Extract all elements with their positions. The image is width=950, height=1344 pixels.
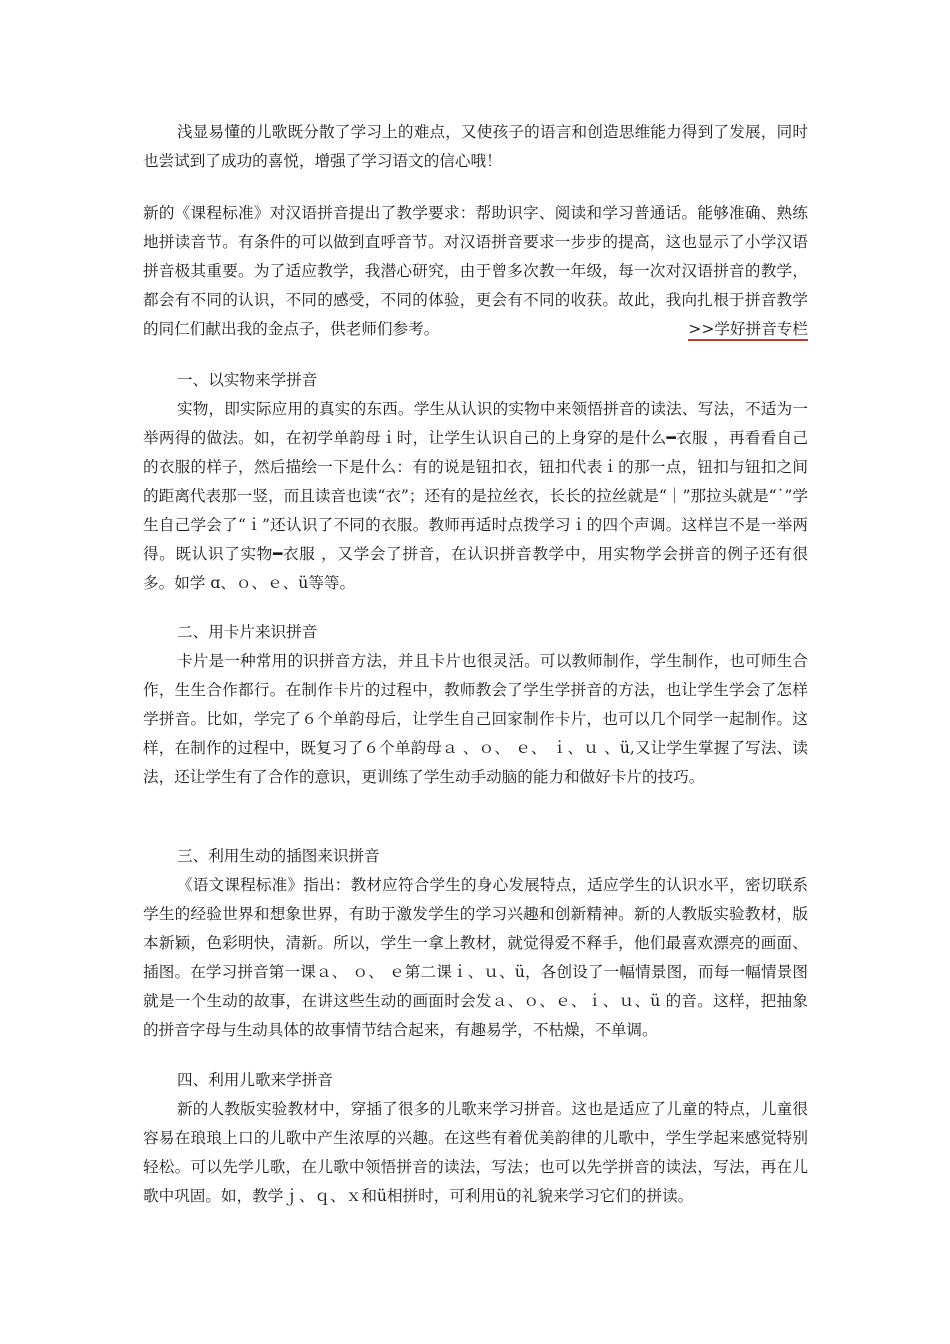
intro-paragraph-1: 浅显易懂的儿歌既分散了学习上的难点，又使孩子的语言和创造思维能力得到了发展，同时也尝试到了成功的喜悦，增强了学习语文的信心哦！ — [143, 123, 808, 170]
link-container — [688, 315, 808, 344]
section-4-body: 新的人教版实验教材中，穿插了很多的儿歌来学习拼音。这也是适应了儿童的特点，儿童很容易在琅琅上口的儿歌中产生浓厚的兴趣。在这些有着优美韵律的儿歌中，学生学起来感觉特别轻松。可以先学儿歌，在儿歌中领悟拼音的读法，写法；也可以先学拼音的读法，写法，再在儿歌中巩固。如，教学ｊ、ｑ、ｘ和ü相拼时，可利用ü的礼貌来学习它们的拼读。 — [143, 1100, 808, 1205]
section-3-body: 《语文课程标准》指出：教材应符合学生的身心发展特点，适应学生的认识水平，密切联系学生的经验世界和想象世界，有助于激发学生的学习兴趣和创新精神。新的人教版实验教材，版本新颖，色彩明快，清新。所以，学生一拿上教材，就觉得爱不释手，他们最喜欢漂亮的画面、插图。在学习拼音第一课ａ、 ｏ、 ｅ第二课ｉ、ｕ、ü，各创设了一幅情景图，而每一幅情景图就是一个生动的故事，在讲这些生动的画面时会发ａ、ｏ、ｅ、ｉ、ｕ、ü 的音。这样，把抽象的拼音字母与生动具体的故事情节结合起来，有趣易学，不枯燥，不单调。 — [143, 876, 808, 1039]
section-1-body: 实物，即实际应用的真实的东西。学生从认识的实物中来领悟拼音的读法、写法，不适为一举两得的做法。如，在初学单韵母ｉ时，让学生认识自己的上身穿的是什么━衣服 ，再看看自己的衣服的样子，然后描绘一下是什么：有的说是钮扣衣，钮扣代表ｉ的那一点，钮扣与钮扣之间的距离代表那一竖，而且读音也读“衣”；还有的是拉丝衣，长长的拉丝就是“｜”那拉头就是“˙”学生自己学会了“ｉ”还认识了不同的衣服。教师再适时点拨学习ｉ的四个声调。这样岂不是一举两得。既认识了实物━衣服 ，又学会了拼音，在认识拼音教学中，用实物学会拼音的例子还有很多。如学 ɑ、ｏ、ｅ、ü等等。 — [143, 400, 808, 592]
pinyin-column-link[interactable]: >>学好拼音专栏 — [688, 320, 808, 341]
section-1-heading: 一、以实物来学拼音 — [177, 371, 318, 389]
section-2-body: 卡片是一种常用的识拼音方法，并且卡片也很灵活。可以教师制作，学生制作，也可师生合作，生生合作都行。在制作卡片的过程中，教师教会了学生学拼音的方法，也让学生学会了怎样学拼音。比如，学完了６个单韵母后，让学生自己回家制作卡片，也可以几个同学一起制作。这样，在制作的过程中，既复习了６个单韵母ａ 、ｏ、 ｅ、 ｉ、ｕ 、ü,又让学生掌握了写法、读法，还让学生有了合作的意识，更训练了学生动手动脑的能力和做好卡片的技巧。 — [143, 652, 808, 786]
section-4-heading: 四、利用儿歌来学拼音 — [177, 1071, 333, 1089]
intro-paragraph-2: 新的《课程标准》对汉语拼音提出了教学要求：帮助识字、阅读和学习普通话。能够准确、熟练地拼读音节。有条件的可以做到直呼音节。对汉语拼音要求一步步的提高，这也显示了小学汉语拼音极其重要。为了适应教学，我潜心研究，由于曾多次教一年级，每一次对汉语拼音的教学，都会有不同的认识，不同的感受，不同的体验，更会有不同的收获。故此，我向扎根于拼音教学的同仁们献出我的金点子，供老师们参考。 — [143, 204, 808, 338]
section-2-heading: 二、用卡片来识拼音 — [177, 623, 318, 641]
section-3-heading: 三、利用生动的插图来识拼音 — [177, 847, 380, 865]
